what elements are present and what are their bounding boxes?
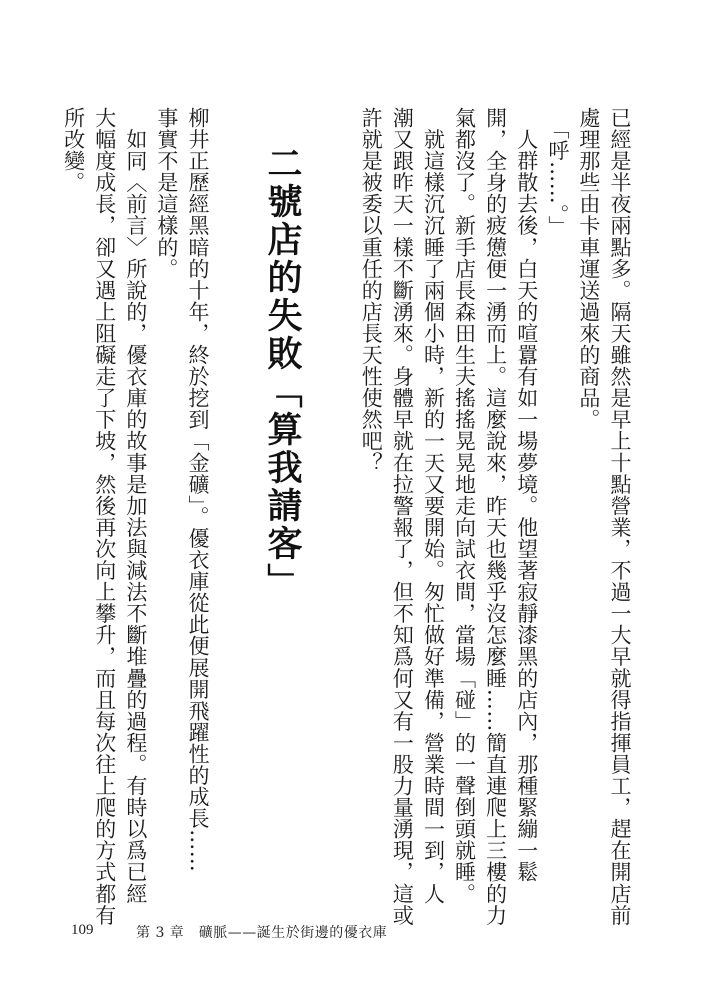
text-column: 柳井正歷經黑暗的十年，終於挖到「金礦」。優衣庫從此便展開飛躍性的成長…… [186,107,210,873]
page-footer [56,922,671,948]
section-2-text [58,107,213,926]
text-column: 大幅度成長，卻又遇上阻礙走了下坡，然後再次向上攀升，而且每次往上爬的方式都有 [92,107,117,926]
text-column: 事實不是這樣的。 [154,107,179,280]
text-column: 人群散去後，白天的喧囂有如一場夢境。他望著寂靜漆黑的店內，那種緊繃一鬆 [514,107,539,883]
text-column: 如同〈前言〉所說的，優衣庫的故事是加法與減法不斷堆疊的過程。有時以爲已經 [123,107,148,905]
text-column: 「呼……。」 [545,107,570,237]
text-column: 氣都沒了。新手店長森田生夫搖搖晃晃地走向試衣間，當場「碰」的一聲倒頭就睡。 [452,107,477,905]
text-column: 已經是半夜兩點多。隔天雖然是早上十點營業，不過一大早就得指揮員工，趕在開店前 [608,107,632,926]
text-column: 所改變。 [61,107,86,194]
chapter-running-header: 第 3 章 礦脈——誕生於街邊的優衣庫 [136,925,388,941]
page-number: 109 [71,922,94,938]
text-column: 潮又跟昨天一樣不斷湧來。身體早就在拉警報了，但不知爲何又有一股力量湧現，這或 [390,107,415,926]
text-column: 就這樣沉沉睡了兩個小時，新的一天又要開始。匆忙做好準備，營業時間一到，人 [421,107,446,905]
section-heading: 二號店的失敗「算我請客」 [262,145,302,601]
text-column: 處理那些由卡車運送過來的商品。 [576,107,601,431]
section-1-text [355,107,635,926]
text-column: 開，全身的疲憊便一湧而上。這麼說來，昨天也幾乎沒怎麼睡……簡直連爬上三樓的力 [483,107,508,926]
text-column: 許就是被委以重任的店長天性使然吧？ [359,107,384,474]
